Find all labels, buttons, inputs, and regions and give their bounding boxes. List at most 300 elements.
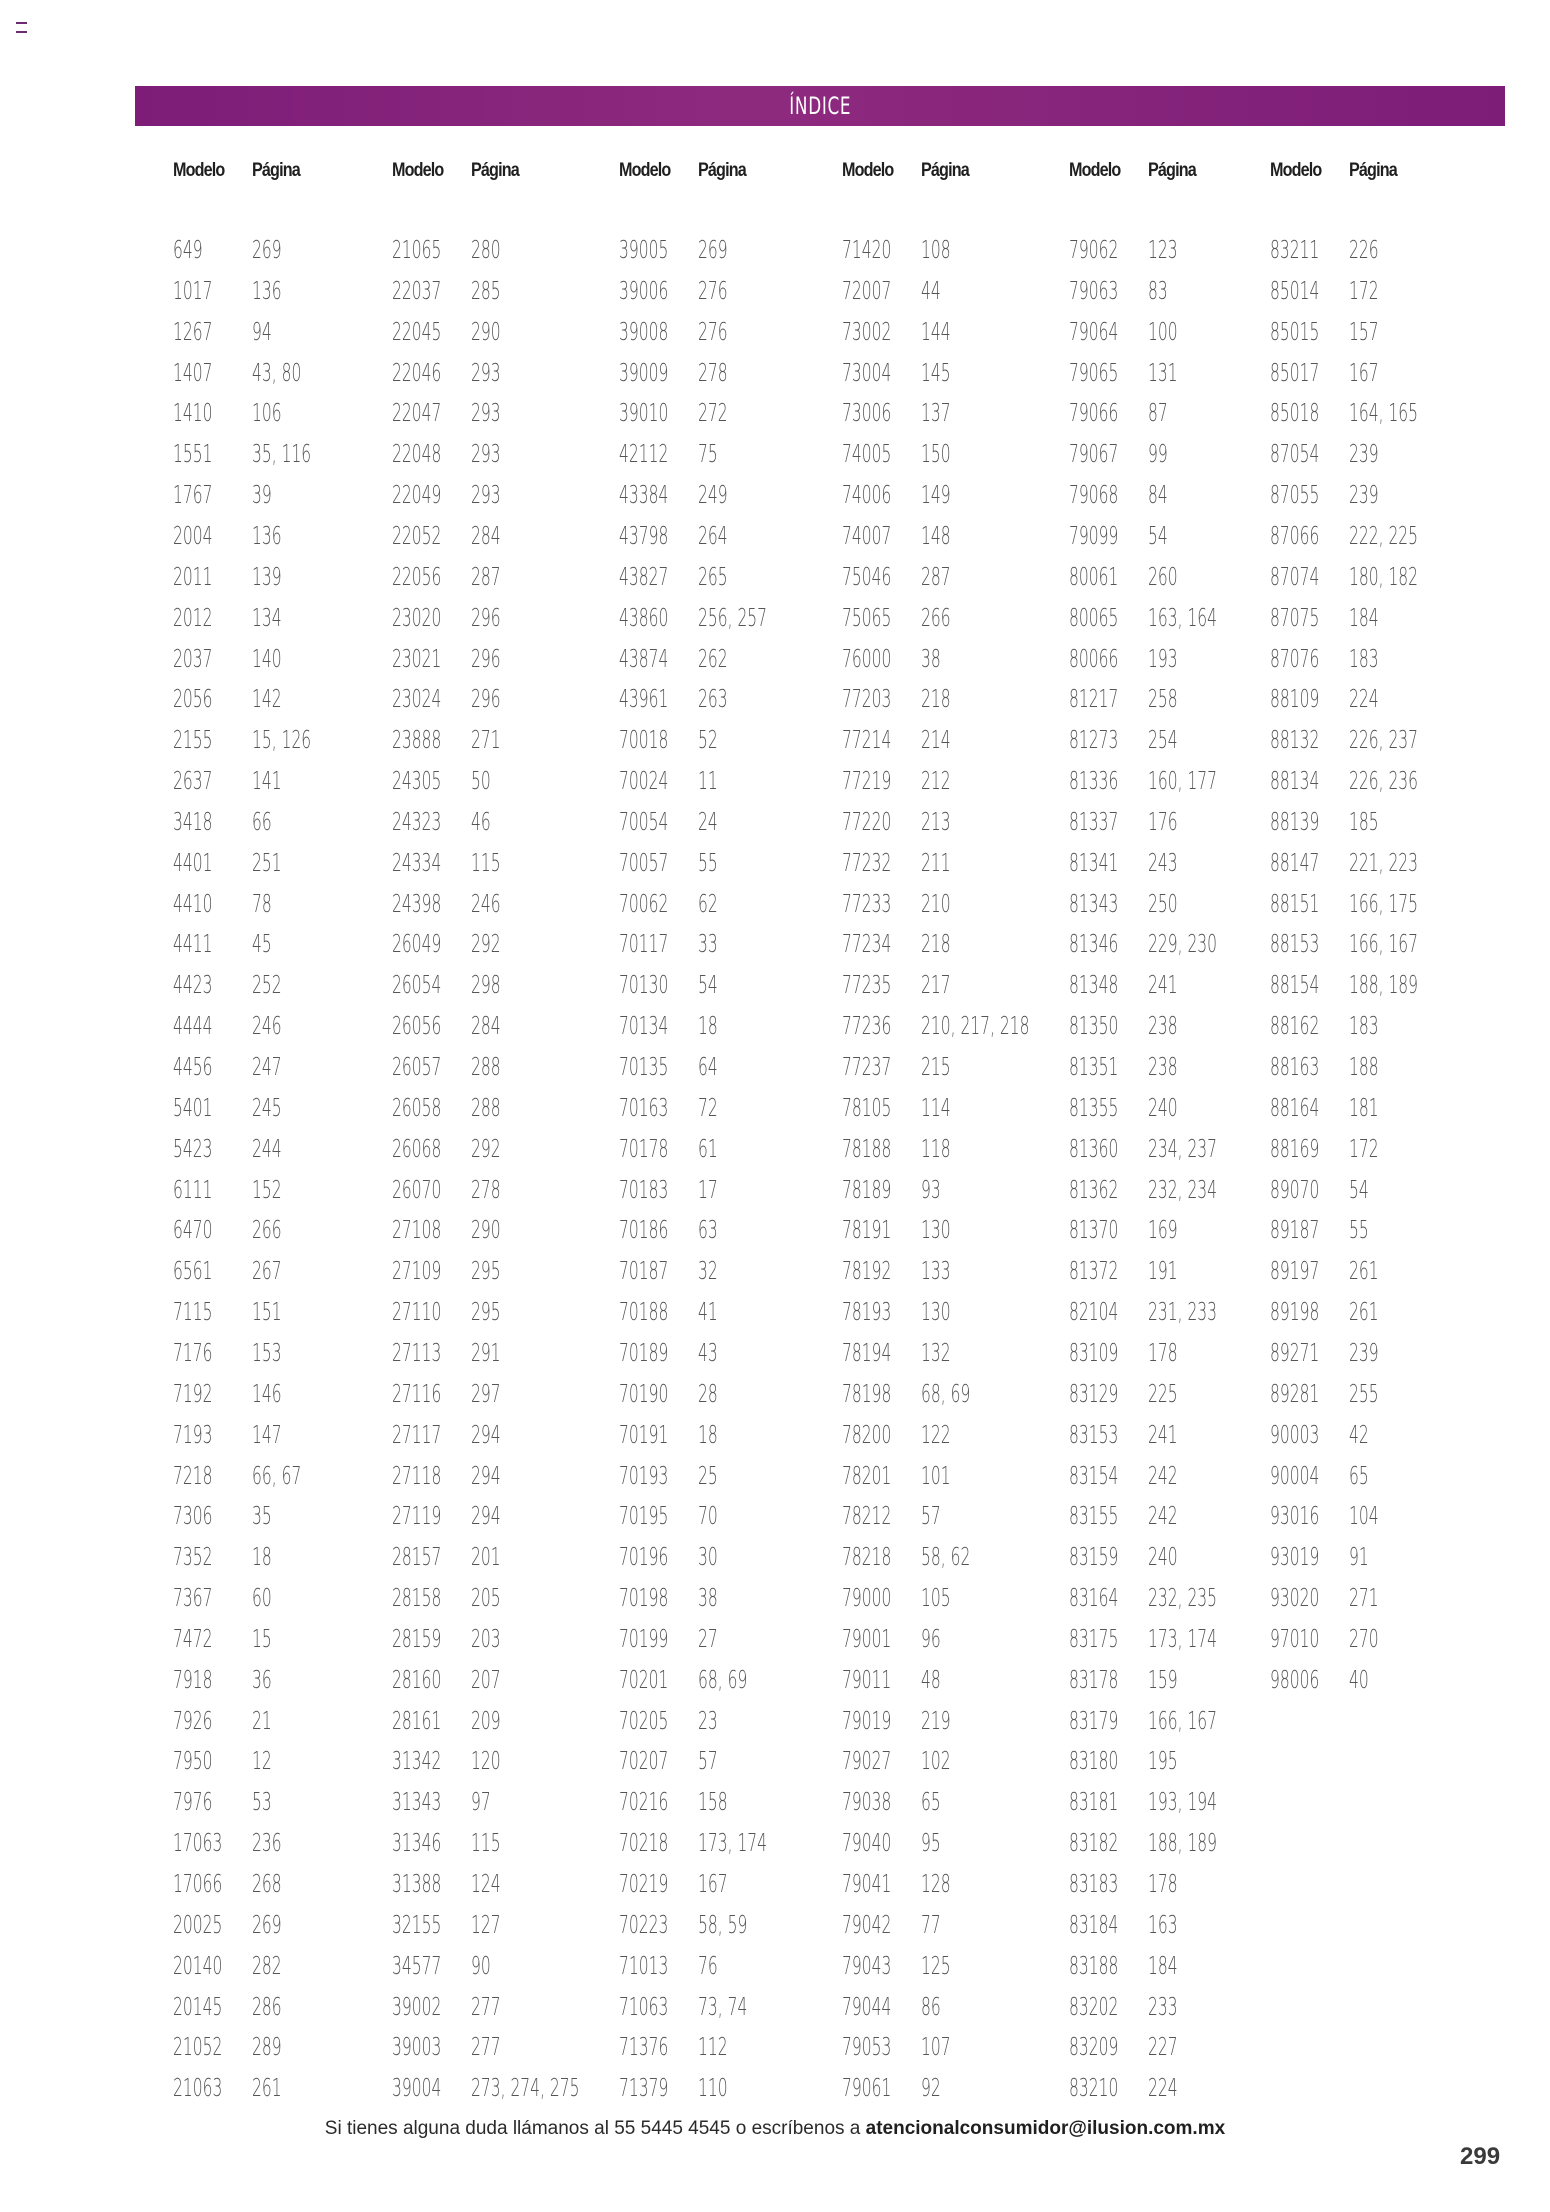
model-number: 81343 xyxy=(1069,888,1119,918)
page-reference: 66, 67 xyxy=(252,1460,302,1490)
page-reference: 207 xyxy=(471,1664,501,1694)
page-reference: 268 xyxy=(252,1869,282,1898)
page-reference: 265 xyxy=(698,561,728,591)
page-reference: 57 xyxy=(698,1746,718,1776)
model-number: 81336 xyxy=(1069,766,1119,796)
model-number: 80065 xyxy=(1069,602,1119,632)
column-header-model: Modelo xyxy=(619,160,671,181)
page-reference: 17 xyxy=(698,1174,718,1204)
page-reference: 62 xyxy=(698,888,718,918)
model-number: 81370 xyxy=(1069,1215,1119,1245)
model-number: 20145 xyxy=(173,1991,223,2021)
page-reference: 232, 234 xyxy=(1148,1174,1218,1204)
model-number: 89198 xyxy=(1270,1297,1320,1327)
model-number: 83184 xyxy=(1069,1909,1119,1939)
page-reference: 57 xyxy=(921,1501,941,1531)
page-reference: 256, 257 xyxy=(698,602,768,632)
model-number: 78192 xyxy=(842,1256,892,1286)
page-reference: 297 xyxy=(471,1378,501,1408)
model-number: 79011 xyxy=(842,1664,892,1694)
page-reference: 290 xyxy=(471,316,501,346)
page-reference: 122 xyxy=(921,1419,951,1449)
column-header-page: Página xyxy=(471,160,519,181)
page-reference: 55 xyxy=(698,847,718,877)
page-reference: 185 xyxy=(1349,806,1379,836)
model-number: 78218 xyxy=(842,1542,892,1572)
model-number: 70201 xyxy=(619,1664,669,1694)
page-reference: 136 xyxy=(252,520,282,550)
model-number: 78200 xyxy=(842,1419,892,1449)
model-number: 79061 xyxy=(842,2073,892,2103)
model-number: 7176 xyxy=(173,1337,213,1367)
page-reference: 112 xyxy=(698,2032,728,2062)
model-number: 77220 xyxy=(842,806,892,836)
model-number: 83155 xyxy=(1069,1501,1119,1531)
model-number: 79065 xyxy=(1069,357,1119,387)
page-reference: 278 xyxy=(698,357,728,387)
model-number: 43860 xyxy=(619,602,669,632)
model-number: 70191 xyxy=(619,1419,669,1449)
page-reference: 210, 217, 218 xyxy=(921,1011,1030,1041)
page-reference: 107 xyxy=(921,2032,951,2062)
model-number: 81346 xyxy=(1069,929,1119,959)
model-number: 93016 xyxy=(1270,1501,1320,1531)
model-number: 26070 xyxy=(392,1174,442,1204)
model-number: 26056 xyxy=(392,1011,442,1041)
page-reference: 30 xyxy=(698,1542,718,1572)
page-reference: 215 xyxy=(921,1052,951,1081)
page-reference: 24 xyxy=(698,806,718,836)
page-reference: 293 xyxy=(471,357,501,387)
model-number: 78188 xyxy=(842,1133,892,1163)
model-number: 73006 xyxy=(842,398,892,428)
page-reference: 92 xyxy=(921,2073,941,2103)
model-number: 82104 xyxy=(1069,1297,1119,1327)
model-number: 88134 xyxy=(1270,766,1320,796)
page-reference: 287 xyxy=(471,561,501,591)
model-number: 22037 xyxy=(392,275,442,305)
page-reference: 45 xyxy=(252,929,272,959)
footer-email-link[interactable]: atencionalconsumidor@ilusion.com.mx xyxy=(865,2118,1226,2139)
page-reference: 264 xyxy=(698,520,728,550)
model-number: 87054 xyxy=(1270,439,1320,469)
page-reference: 261 xyxy=(1349,1256,1379,1286)
page-reference: 176 xyxy=(1148,806,1178,836)
page-reference: 240 xyxy=(1148,1092,1178,1122)
page-reference: 294 xyxy=(471,1460,501,1490)
column-header-page: Página xyxy=(1349,160,1397,181)
page-reference: 151 xyxy=(252,1297,282,1327)
page-reference: 266 xyxy=(252,1215,282,1245)
page-reference: 184 xyxy=(1148,1950,1178,1980)
model-number: 70024 xyxy=(619,766,669,796)
model-number: 78201 xyxy=(842,1460,892,1490)
model-number: 83183 xyxy=(1069,1869,1119,1898)
model-number: 89271 xyxy=(1270,1337,1320,1367)
page-reference: 226, 236 xyxy=(1349,766,1419,796)
model-number: 7306 xyxy=(173,1501,213,1531)
page-reference: 276 xyxy=(698,316,728,346)
model-number: 70062 xyxy=(619,888,669,918)
page-reference: 173, 174 xyxy=(698,1828,768,1858)
model-number: 2011 xyxy=(173,561,213,591)
model-number: 97010 xyxy=(1270,1623,1320,1653)
page-reference: 239 xyxy=(1349,439,1379,469)
model-number: 81355 xyxy=(1069,1092,1119,1122)
model-number: 70193 xyxy=(619,1460,669,1490)
model-number: 2056 xyxy=(173,684,213,714)
model-number: 77235 xyxy=(842,970,892,1000)
model-number: 83209 xyxy=(1069,2032,1119,2062)
page-reference: 105 xyxy=(921,1583,951,1613)
page-reference: 261 xyxy=(1349,1297,1379,1327)
page-reference: 191 xyxy=(1148,1256,1178,1286)
model-number: 85017 xyxy=(1270,357,1320,387)
model-number: 78193 xyxy=(842,1297,892,1327)
model-number: 28157 xyxy=(392,1542,442,1572)
page-reference: 127 xyxy=(471,1909,501,1939)
page-reference: 158 xyxy=(698,1787,728,1817)
page-reference: 286 xyxy=(252,1991,282,2021)
model-number: 70135 xyxy=(619,1052,669,1081)
model-number: 26057 xyxy=(392,1052,442,1081)
model-number: 88139 xyxy=(1270,806,1320,836)
model-number: 22052 xyxy=(392,520,442,550)
column-header-page: Página xyxy=(1148,160,1196,181)
model-number: 70199 xyxy=(619,1623,669,1653)
model-number: 7352 xyxy=(173,1542,213,1572)
page-reference: 21 xyxy=(252,1705,272,1735)
page-reference: 212 xyxy=(921,766,951,796)
model-number: 4411 xyxy=(173,929,213,959)
model-number: 87066 xyxy=(1270,520,1320,550)
model-number: 22047 xyxy=(392,398,442,428)
model-number: 21065 xyxy=(392,235,442,264)
page-reference: 280 xyxy=(471,235,501,264)
page-reference: 63 xyxy=(698,1215,718,1245)
page-reference: 136 xyxy=(252,275,282,305)
page-reference: 183 xyxy=(1349,643,1379,673)
model-number: 22056 xyxy=(392,561,442,591)
page-reference: 269 xyxy=(698,235,728,264)
page-reference: 77 xyxy=(921,1909,941,1939)
page-reference: 178 xyxy=(1148,1337,1178,1367)
model-number: 79027 xyxy=(842,1746,892,1776)
model-number: 22049 xyxy=(392,480,442,510)
model-number: 81362 xyxy=(1069,1174,1119,1204)
model-number: 70117 xyxy=(619,929,669,959)
page-reference: 114 xyxy=(921,1092,951,1122)
model-number: 78189 xyxy=(842,1174,892,1204)
page-reference: 75 xyxy=(698,439,718,469)
page-reference: 99 xyxy=(1148,439,1168,469)
page-reference: 267 xyxy=(252,1256,282,1286)
page-reference: 284 xyxy=(471,520,501,550)
model-number: 39010 xyxy=(619,398,669,428)
model-number: 85015 xyxy=(1270,316,1320,346)
model-number: 39009 xyxy=(619,357,669,387)
model-number: 3418 xyxy=(173,806,213,836)
model-number: 27108 xyxy=(392,1215,442,1245)
page-reference: 219 xyxy=(921,1705,951,1735)
page-reference: 150 xyxy=(921,439,951,469)
model-number: 39004 xyxy=(392,2073,442,2103)
page-reference: 241 xyxy=(1148,1419,1178,1449)
model-number: 89197 xyxy=(1270,1256,1320,1286)
page-reference: 278 xyxy=(471,1174,501,1204)
page-reference: 229, 230 xyxy=(1148,929,1218,959)
model-number: 77234 xyxy=(842,929,892,959)
model-number: 1551 xyxy=(173,439,213,469)
page-reference: 288 xyxy=(471,1052,501,1081)
model-number: 27116 xyxy=(392,1378,442,1408)
page-reference: 94 xyxy=(252,316,272,346)
model-number: 79053 xyxy=(842,2032,892,2062)
page-reference: 169 xyxy=(1148,1215,1178,1245)
page-reference: 54 xyxy=(1349,1174,1369,1204)
page-reference: 25 xyxy=(698,1460,718,1490)
column-header-model: Modelo xyxy=(173,160,225,181)
model-number: 1017 xyxy=(173,275,213,305)
page-reference: 132 xyxy=(921,1337,951,1367)
model-number: 28159 xyxy=(392,1623,442,1653)
model-number: 75065 xyxy=(842,602,892,632)
model-number: 83109 xyxy=(1069,1337,1119,1367)
model-number: 20140 xyxy=(173,1950,223,1980)
page-reference: 131 xyxy=(1148,357,1178,387)
model-number: 22048 xyxy=(392,439,442,469)
page-reference: 231, 233 xyxy=(1148,1297,1218,1327)
page-reference: 83 xyxy=(1148,275,1168,305)
page-reference: 96 xyxy=(921,1623,941,1653)
model-number: 83211 xyxy=(1270,235,1320,264)
index-banner xyxy=(135,86,1505,126)
page-reference: 18 xyxy=(252,1542,272,1572)
model-number: 73002 xyxy=(842,316,892,346)
page-reference: 39 xyxy=(252,480,272,510)
page-reference: 233 xyxy=(1148,1991,1178,2021)
model-number: 83159 xyxy=(1069,1542,1119,1572)
page-reference: 247 xyxy=(252,1052,282,1081)
page-reference: 226, 237 xyxy=(1349,725,1419,755)
model-number: 27113 xyxy=(392,1337,442,1367)
page-reference: 137 xyxy=(921,398,951,428)
page-reference: 159 xyxy=(1148,1664,1178,1694)
page-reference: 118 xyxy=(921,1133,951,1163)
page-reference: 201 xyxy=(471,1542,501,1572)
page-reference: 178 xyxy=(1148,1869,1178,1898)
page-reference: 293 xyxy=(471,480,501,510)
page-reference: 184 xyxy=(1349,602,1379,632)
page-reference: 295 xyxy=(471,1256,501,1286)
model-number: 7367 xyxy=(173,1583,213,1613)
model-number: 6561 xyxy=(173,1256,213,1286)
page-reference: 140 xyxy=(252,643,282,673)
page-reference: 290 xyxy=(471,1215,501,1245)
model-number: 79042 xyxy=(842,1909,892,1939)
page-reference: 226 xyxy=(1349,235,1379,264)
model-number: 70018 xyxy=(619,725,669,755)
page-reference: 180, 182 xyxy=(1349,561,1419,591)
model-number: 2637 xyxy=(173,766,213,796)
model-number: 71063 xyxy=(619,1991,669,2021)
page-number: 299 xyxy=(1460,2143,1501,2170)
model-number: 79068 xyxy=(1069,480,1119,510)
page-reference: 282 xyxy=(252,1950,282,1980)
model-number: 80061 xyxy=(1069,561,1119,591)
page-reference: 266 xyxy=(921,602,951,632)
page-reference: 43, 80 xyxy=(252,357,302,387)
page-reference: 203 xyxy=(471,1623,501,1653)
model-number: 85018 xyxy=(1270,398,1320,428)
page-reference: 130 xyxy=(921,1215,951,1245)
model-number: 78191 xyxy=(842,1215,892,1245)
model-number: 72007 xyxy=(842,275,892,305)
page-reference: 205 xyxy=(471,1583,501,1613)
page-reference: 227 xyxy=(1148,2032,1178,2062)
page-reference: 193 xyxy=(1148,643,1178,673)
model-number: 74005 xyxy=(842,439,892,469)
page-reference: 269 xyxy=(252,1909,282,1939)
model-number: 2004 xyxy=(173,520,213,550)
page-reference: 46 xyxy=(471,806,491,836)
model-number: 7926 xyxy=(173,1705,213,1735)
page-reference: 271 xyxy=(1349,1583,1379,1613)
model-number: 21052 xyxy=(173,2032,223,2062)
page-reference: 55 xyxy=(1349,1215,1369,1245)
page-reference: 287 xyxy=(921,561,951,591)
page-reference: 108 xyxy=(921,235,951,264)
page-reference: 173, 174 xyxy=(1148,1623,1218,1653)
page-reference: 53 xyxy=(252,1787,272,1817)
model-number: 43874 xyxy=(619,643,669,673)
model-number: 89281 xyxy=(1270,1378,1320,1408)
model-number: 83202 xyxy=(1069,1991,1119,2021)
page-reference: 64 xyxy=(698,1052,718,1081)
page-reference: 153 xyxy=(252,1337,282,1367)
model-number: 43827 xyxy=(619,561,669,591)
page-reference: 23 xyxy=(698,1705,718,1735)
model-number: 1407 xyxy=(173,357,213,387)
model-number: 27109 xyxy=(392,1256,442,1286)
model-number: 89070 xyxy=(1270,1174,1320,1204)
page-reference: 84 xyxy=(1148,480,1168,510)
model-number: 85014 xyxy=(1270,275,1320,305)
model-number: 39003 xyxy=(392,2032,442,2062)
model-number: 2155 xyxy=(173,725,213,755)
model-number: 89187 xyxy=(1270,1215,1320,1245)
model-number: 4444 xyxy=(173,1011,213,1041)
model-number: 2037 xyxy=(173,643,213,673)
model-number: 24323 xyxy=(392,806,442,836)
model-number: 7976 xyxy=(173,1787,213,1817)
page-reference: 269 xyxy=(252,235,282,264)
page-reference: 35 xyxy=(252,1501,272,1531)
page-reference: 115 xyxy=(471,1828,501,1858)
page-reference: 15 xyxy=(252,1623,272,1653)
model-number: 79001 xyxy=(842,1623,892,1653)
page-reference: 163, 164 xyxy=(1148,602,1218,632)
page-reference: 221, 223 xyxy=(1349,847,1419,877)
page-reference: 48 xyxy=(921,1664,941,1694)
page-reference: 128 xyxy=(921,1869,951,1898)
model-number: 83188 xyxy=(1069,1950,1119,1980)
model-number: 87055 xyxy=(1270,480,1320,510)
model-number: 70189 xyxy=(619,1337,669,1367)
page-reference: 90 xyxy=(471,1950,491,1980)
page-reference: 166, 175 xyxy=(1349,888,1419,918)
page-reference: 172 xyxy=(1349,1133,1379,1163)
page-reference: 193, 194 xyxy=(1148,1787,1218,1817)
page-reference: 106 xyxy=(252,398,282,428)
column-header-page: Página xyxy=(698,160,746,181)
page-reference: 86 xyxy=(921,1991,941,2021)
page-reference: 78 xyxy=(252,888,272,918)
model-number: 4456 xyxy=(173,1052,213,1081)
model-number: 23020 xyxy=(392,602,442,632)
page-reference: 254 xyxy=(1148,725,1178,755)
page-reference: 130 xyxy=(921,1297,951,1327)
footer-text: Si tienes alguna duda llámanos al 55 5445 4545 o escríbenos a xyxy=(324,2118,866,2139)
column-header-model: Modelo xyxy=(1069,160,1121,181)
page-reference: 18 xyxy=(698,1011,718,1041)
model-number: 71420 xyxy=(842,235,892,264)
model-number: 39006 xyxy=(619,275,669,305)
model-number: 77236 xyxy=(842,1011,892,1041)
page-reference: 244 xyxy=(252,1133,282,1163)
model-number: 88163 xyxy=(1270,1052,1320,1081)
page-reference: 33 xyxy=(698,929,718,959)
model-number: 34577 xyxy=(392,1950,442,1980)
page-reference: 146 xyxy=(252,1378,282,1408)
page-reference: 296 xyxy=(471,684,501,714)
model-number: 70207 xyxy=(619,1746,669,1776)
page-reference: 296 xyxy=(471,643,501,673)
page-reference: 271 xyxy=(471,725,501,755)
page-reference: 65 xyxy=(921,1787,941,1817)
page-reference: 115 xyxy=(471,847,501,877)
page-reference: 101 xyxy=(921,1460,951,1490)
model-number: 81341 xyxy=(1069,847,1119,877)
model-number: 43961 xyxy=(619,684,669,714)
page-reference: 291 xyxy=(471,1337,501,1367)
page-reference: 272 xyxy=(698,398,728,428)
page-reference: 32 xyxy=(698,1256,718,1286)
model-number: 70223 xyxy=(619,1909,669,1939)
page-reference: 258 xyxy=(1148,684,1178,714)
model-number: 26049 xyxy=(392,929,442,959)
page-reference: 210 xyxy=(921,888,951,918)
model-number: 7115 xyxy=(173,1297,213,1327)
model-number: 79019 xyxy=(842,1705,892,1735)
page-reference: 262 xyxy=(698,643,728,673)
model-number: 70218 xyxy=(619,1828,669,1858)
model-number: 88147 xyxy=(1270,847,1320,877)
model-number: 83153 xyxy=(1069,1419,1119,1449)
page-reference: 40 xyxy=(1349,1664,1369,1694)
model-number: 28160 xyxy=(392,1664,442,1694)
model-number: 81348 xyxy=(1069,970,1119,1000)
page-reference: 141 xyxy=(252,766,282,796)
page-reference: 240 xyxy=(1148,1542,1178,1572)
model-number: 6111 xyxy=(173,1174,213,1204)
model-number: 93019 xyxy=(1270,1542,1320,1572)
model-number: 70219 xyxy=(619,1869,669,1898)
page-reference: 66 xyxy=(252,806,272,836)
page-reference: 284 xyxy=(471,1011,501,1041)
model-number: 17063 xyxy=(173,1828,223,1858)
model-number: 39005 xyxy=(619,235,669,264)
